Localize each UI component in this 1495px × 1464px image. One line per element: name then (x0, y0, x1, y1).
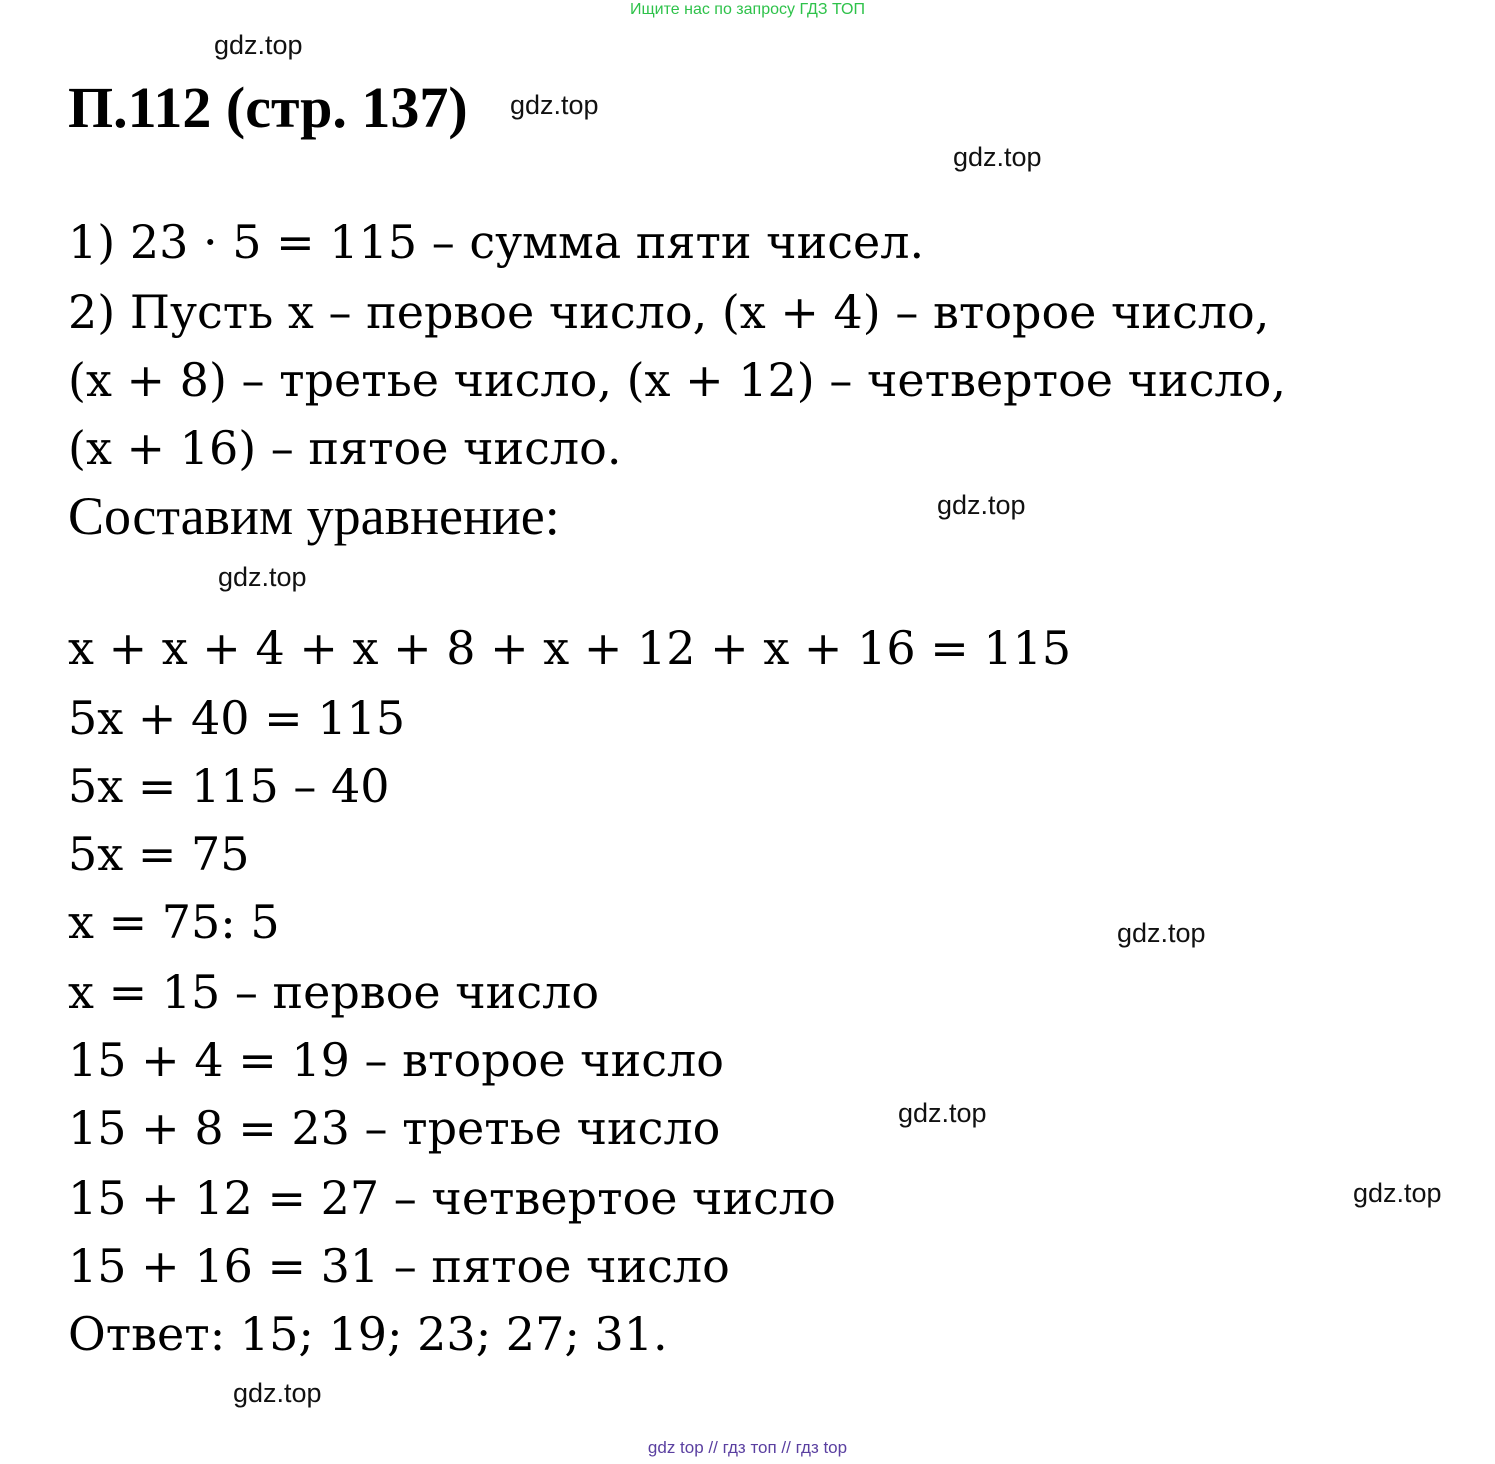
solution-line-3: (x + 8) – третье число, (x + 12) – четвертое число, (68, 353, 1286, 407)
watermark: gdz.top (937, 490, 1026, 520)
watermark: gdz.top (1117, 918, 1206, 948)
footer-links[interactable]: gdz top // гдз топ // гдз top (647, 1438, 848, 1457)
watermark: gdz.top (510, 90, 599, 120)
equation-line-2: 5x + 40 = 115 (68, 691, 406, 745)
result-line-2: 15 + 4 = 19 – второе число (68, 1033, 724, 1087)
equation-line-3: 5x = 115 – 40 (68, 759, 390, 813)
watermark: gdz.top (1353, 1178, 1442, 1208)
top-banner: Ищите нас по запросу ГДЗ ТОП (630, 1, 865, 18)
solution-line-1: 1) 23 · 5 = 115 – сумма пяти чисел. (68, 215, 925, 269)
solution-line-4: (x + 16) – пятое число. (68, 421, 622, 475)
result-line-3: 15 + 8 = 23 – третье число (68, 1101, 721, 1155)
answer-line: Ответ: 15; 19; 23; 27; 31. (68, 1307, 668, 1361)
solution-line-5: Составим уравнение: (68, 486, 560, 546)
result-line-5: 15 + 16 = 31 – пятое число (68, 1239, 730, 1293)
watermark: gdz.top (214, 30, 303, 60)
watermark: gdz.top (218, 562, 307, 592)
watermark: gdz.top (953, 142, 1042, 172)
watermark: gdz.top (233, 1378, 322, 1408)
result-line-4: 15 + 12 = 27 – четвертое число (68, 1171, 836, 1225)
equation-line-5: x = 75: 5 (68, 895, 280, 949)
result-line-1: x = 15 – первое число (68, 965, 600, 1019)
equation-line-4: 5x = 75 (68, 827, 250, 881)
solution-line-2: 2) Пусть x – первое число, (x + 4) – второе число, (68, 285, 1270, 339)
watermark: gdz.top (898, 1098, 987, 1128)
equation-line-1: x + x + 4 + x + 8 + x + 12 + x + 16 = 115 (68, 621, 1072, 675)
page-title: П.112 (стр. 137) (68, 75, 468, 140)
